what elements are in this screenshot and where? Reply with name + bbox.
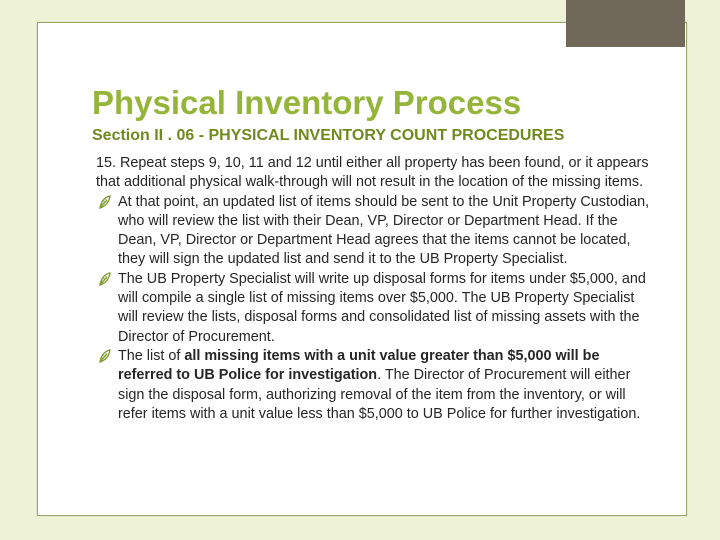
leaf-bullet-icon (98, 271, 112, 287)
bullet-list (96, 193, 656, 425)
slide-title: Physical Inventory Process (92, 84, 522, 121)
bullet-item (96, 347, 656, 424)
bullet-item (96, 270, 656, 347)
leaf-bullet-icon (98, 194, 112, 210)
slide-subtitle: Section II . 06 - PHYSICAL INVENTORY COUNT PROCEDURES (92, 127, 565, 144)
bullet-text-post: . The Director of Procurement will either sign the disposal form, authorizing removal of the item from the inventory, or will refer items with a unit value less than $5,000 to UB Police for further investigation. (118, 367, 641, 422)
intro-paragraph: 15. Repeat steps 9, 10, 11 and 12 until either all property has been found, or it appears that additional physical walk-through will not result in the location of the missing items. (96, 155, 649, 191)
bullet-text: The UB Property Specialist will write up disposal forms for items under $5,000, and will compile a single list of missing items over $5,000. The UB Property Specialist will review the lists, disposal forms and consolidated list of missing assets with the Director of Procurement. (118, 270, 646, 345)
bullet-text: At that point, an updated list of items should be sent to the Unit Property Custodian, who will review the list with their Dean, VP, Director or Department Head. If the Dean, VP, Director or Department Head agrees that the items cannot be located, they will sign the updated list and send it to the UB Property Specialist. (118, 193, 650, 268)
bullet-item (96, 193, 656, 270)
slide-body (96, 154, 656, 424)
leaf-bullet-icon (98, 348, 112, 364)
bullet-text-pre: The list of (118, 347, 185, 364)
bullet-text-bold: all missing items with a unit value greater than $5,000 will be referred to UB Police for investigation (118, 347, 600, 384)
decorative-tab (566, 0, 685, 47)
